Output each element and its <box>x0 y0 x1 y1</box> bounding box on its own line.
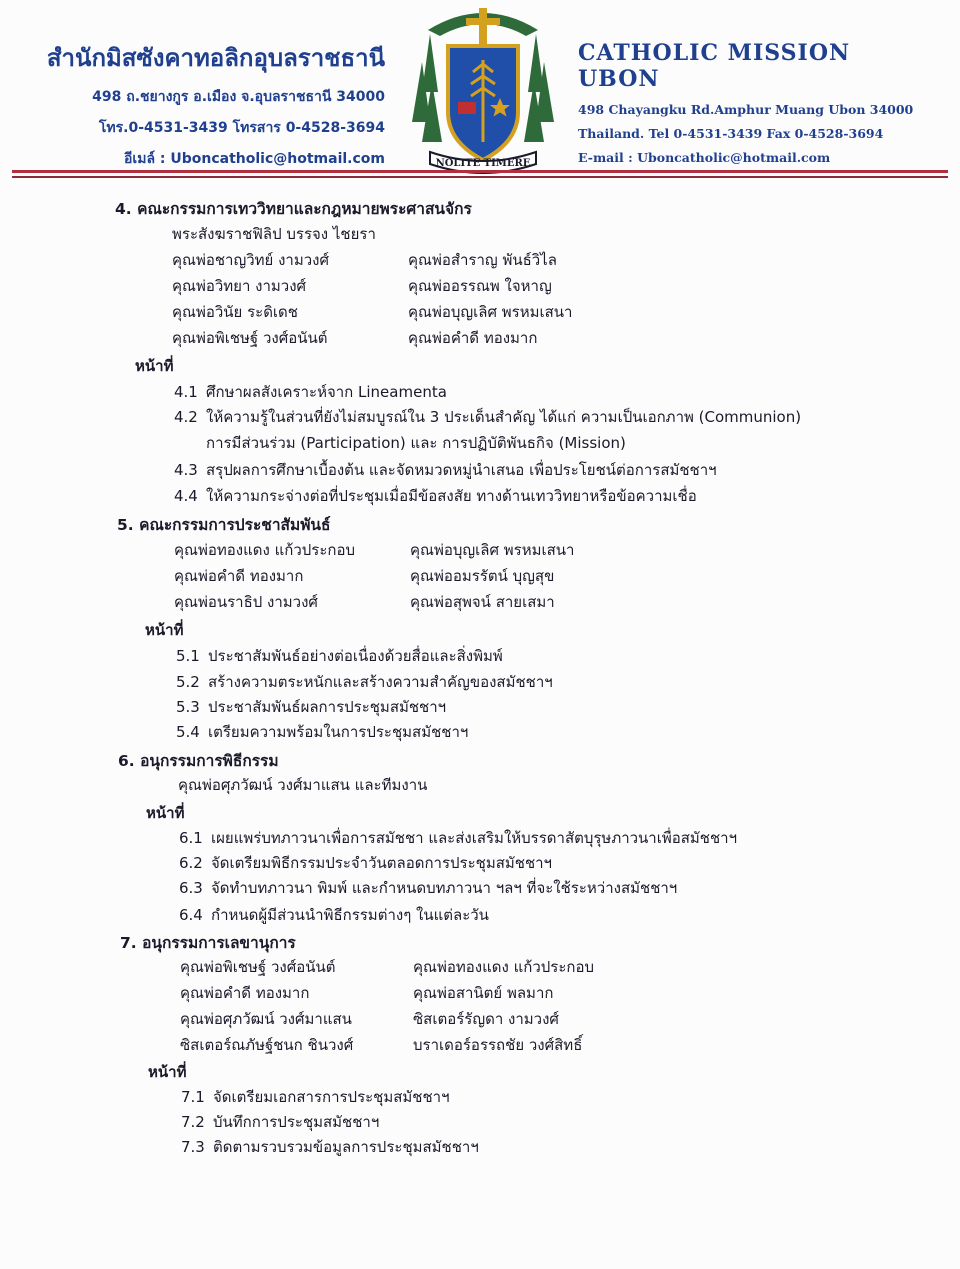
header-divider <box>12 170 948 173</box>
duty-text: ศึกษาผลสังเคราะห์จาก Lineamenta <box>206 383 447 401</box>
duty-number: 4.3 <box>174 461 198 479</box>
address-english: 498 Chayangku Rd.Amphur Muang Ubon 34000 <box>578 102 914 117</box>
address-thai: 498 ถ.ชยางกูร อ.เมือง จ.อุบลราชธานี 34000 <box>92 89 385 105</box>
duty-text: บันทึกการประชุมสมัชชาฯ <box>213 1113 380 1131</box>
duty-item <box>174 458 717 482</box>
member-name: คุณพ่อทองแดง แก้วประกอบ <box>174 541 355 559</box>
member-name: คุณพ่อทองแดง แก้วประกอบ <box>413 958 594 976</box>
duty-item <box>176 644 503 668</box>
duty-number: 7.3 <box>181 1138 205 1156</box>
duty-number: 4.4 <box>174 487 198 505</box>
member-name: คุณพ่อวินัย ระดิเดช <box>172 303 298 321</box>
duty-item <box>181 1135 479 1159</box>
duty-text: ให้ความรู้ในส่วนที่ยังไม่สมบูรณ์ใน 3 ประเด็นสำคัญ ได้แก่ ความเป็นเอกภาพ (Communion) <box>206 408 802 426</box>
duty-item <box>174 484 697 508</box>
member-name: คุณพ่อสำราญ พันธ์วิไล <box>408 251 557 269</box>
member-name: คุณพ่อศุภวัฒน์ วงศ์มาแสน <box>180 1010 352 1028</box>
duty-text: เตรียมความพร้อมในการประชุมสมัชชาฯ <box>208 723 469 741</box>
duty-number: 5.1 <box>176 647 200 665</box>
org-name-thai: สำนักมิสซังคาทอลิกอุบลราชธานี <box>46 44 385 72</box>
member-name: ซิสเตอร์รัญดา งามวงศ์ <box>413 1010 559 1028</box>
duty-item <box>174 405 801 429</box>
duty-text: จัดเตรียมพิธีกรรมประจำวันตลอดการประชุมสมัชชาฯ <box>211 854 552 872</box>
duty-item-continued <box>174 431 626 455</box>
duty-item <box>176 670 553 694</box>
section-6-lead: คุณพ่อศุภวัฒน์ วงศ์มาแสน และทีมงาน <box>178 776 428 794</box>
duty-text: สรุปผลการศึกษาเบื้องต้น และจัดหมวดหมู่นำเสนอ เพื่อประโยชน์ต่อการสมัชชาฯ <box>206 461 717 479</box>
duty-item <box>176 720 468 744</box>
duty-number: 6.1 <box>179 829 203 847</box>
duty-text: ให้ความกระจ่างต่อที่ประชุมเมื่อมีข้อสงสัย ทางด้านเทววิทยาหรือข้อความเชื่อ <box>206 487 697 505</box>
phone-thai: โทร.0-4531-3439 โทรสาร 0-4528-3694 <box>98 120 385 136</box>
duty-text: ประชาสัมพันธ์อย่างต่อเนื่องด้วยสื่อและสิ่งพิมพ์ <box>208 647 503 665</box>
duty-text: การมีส่วนร่วม (Participation) และ การปฏิบัติพันธกิจ (Mission) <box>206 434 626 452</box>
duty-number: 6.3 <box>179 879 203 897</box>
member-name: คุณพ่ออรรณพ ใจหาญ <box>408 277 552 295</box>
motto-ribbon: NOLITE TIMERE <box>435 158 531 169</box>
email-thai: อีเมล์ : Uboncatholic@hotmail.com <box>124 151 385 167</box>
member-name: คุณพ่อสานิตย์ พลมาก <box>413 984 554 1002</box>
duty-text: กำหนดผู้มีส่วนนำพิธีกรรมต่างๆ ในแต่ละวัน <box>211 906 489 924</box>
duty-item <box>179 826 737 850</box>
member-name: คุณพ่อบุญเลิศ พรหมเสนา <box>408 303 573 321</box>
section-7-title: 7. อนุกรรมการเลขานุการ <box>120 934 296 952</box>
section-6-title: 6. อนุกรรมการพิธีกรรม <box>118 752 279 770</box>
duty-text: จัดเตรียมเอกสารการประชุมสมัชชาฯ <box>213 1088 450 1106</box>
duty-item <box>179 903 489 927</box>
phone-english: Thailand. Tel 0-4531-3439 Fax 0-4528-3694 <box>578 126 884 141</box>
section-6-duty-label: หน้าที่ <box>146 804 185 822</box>
header-right <box>578 40 938 165</box>
section-4-lead: พระสังฆราชฟิลิป บรรจง ไชยรา <box>172 225 376 243</box>
duty-number: 7.2 <box>181 1113 205 1131</box>
duty-number: 5.2 <box>176 673 200 691</box>
duty-number: 4.2 <box>174 408 198 426</box>
duty-text: ติดตามรวบรวมข้อมูลการประชุมสมัชชาฯ <box>213 1138 479 1156</box>
duty-text: ประชาสัมพันธ์ผลการประชุมสมัชชาฯ <box>208 698 447 716</box>
section-7-duty-label: หน้าที่ <box>148 1063 187 1081</box>
member-name: คุณพ่อคำดี ทองมาก <box>408 329 538 347</box>
duty-number: 4.1 <box>174 383 198 401</box>
duty-item <box>179 876 677 900</box>
duty-item <box>176 695 446 719</box>
header-left <box>40 38 385 170</box>
duty-item <box>174 380 447 404</box>
section-5-title: 5. คณะกรรมการประชาสัมพันธ์ <box>117 516 331 534</box>
member-name: คุณพ่อคำดี ทองมาก <box>180 984 310 1002</box>
duty-item <box>181 1110 379 1134</box>
member-name: ซิสเตอร์ณภัษฐ์ชนก ชินวงศ์ <box>180 1036 354 1054</box>
duty-number: 6.2 <box>179 854 203 872</box>
duty-item <box>181 1085 450 1109</box>
duty-item <box>179 851 552 875</box>
section-4-duty-label: หน้าที่ <box>135 357 174 375</box>
duty-text: จัดทำบทภาวนา พิมพ์ และกำหนดบทภาวนา ฯลฯ ที่จะใช้ระหว่างสมัชชาฯ <box>211 879 678 897</box>
member-name: คุณพ่อชาญวิทย์ งามวงศ์ <box>172 251 330 269</box>
duty-number: 7.1 <box>181 1088 205 1106</box>
member-name: คุณพ่ออมรรัตน์ บุญสุข <box>410 567 555 585</box>
duty-number: 5.3 <box>176 698 200 716</box>
duty-number: 6.4 <box>179 906 203 924</box>
member-name: คุณพ่อสุพจน์ สายเสมา <box>410 593 555 611</box>
member-name: คุณพ่อคำดี ทองมาก <box>174 567 304 585</box>
member-name: คุณพ่อนราธิป งามวงศ์ <box>174 593 318 611</box>
section-4-title: 4. คณะกรรมการเทววิทยาและกฎหมายพระศาสนจักร <box>115 200 472 218</box>
duty-text: สร้างความตระหนักและสร้างความสำคัญของสมัชชาฯ <box>208 673 553 691</box>
member-name: คุณพ่อพิเชษฐ์ วงศ์อนันต์ <box>172 329 328 347</box>
member-name: คุณพ่อวิทยา งามวงศ์ <box>172 277 307 295</box>
member-name: คุณพ่อพิเชษฐ์ วงศ์อนันต์ <box>180 958 336 976</box>
duty-text: เผยแพร่บทภาวนาเพื่อการสมัชชา และส่งเสริมให้บรรดาสัตบุรุษภาวนาเพื่อสมัชชาฯ <box>211 829 737 847</box>
section-5-duty-label: หน้าที่ <box>145 621 184 639</box>
email-english: E-mail : Uboncatholic@hotmail.com <box>578 150 831 165</box>
duty-number: 5.4 <box>176 723 200 741</box>
member-name: บราเดอร์อรรถชัย วงศ์สิทธิ์ <box>413 1036 583 1054</box>
member-name: คุณพ่อบุญเลิศ พรหมเสนา <box>410 541 575 559</box>
header-divider-thin <box>12 176 948 178</box>
org-name-english: CATHOLIC MISSION UBON <box>578 40 851 92</box>
coat-of-arms-logo <box>408 2 558 187</box>
